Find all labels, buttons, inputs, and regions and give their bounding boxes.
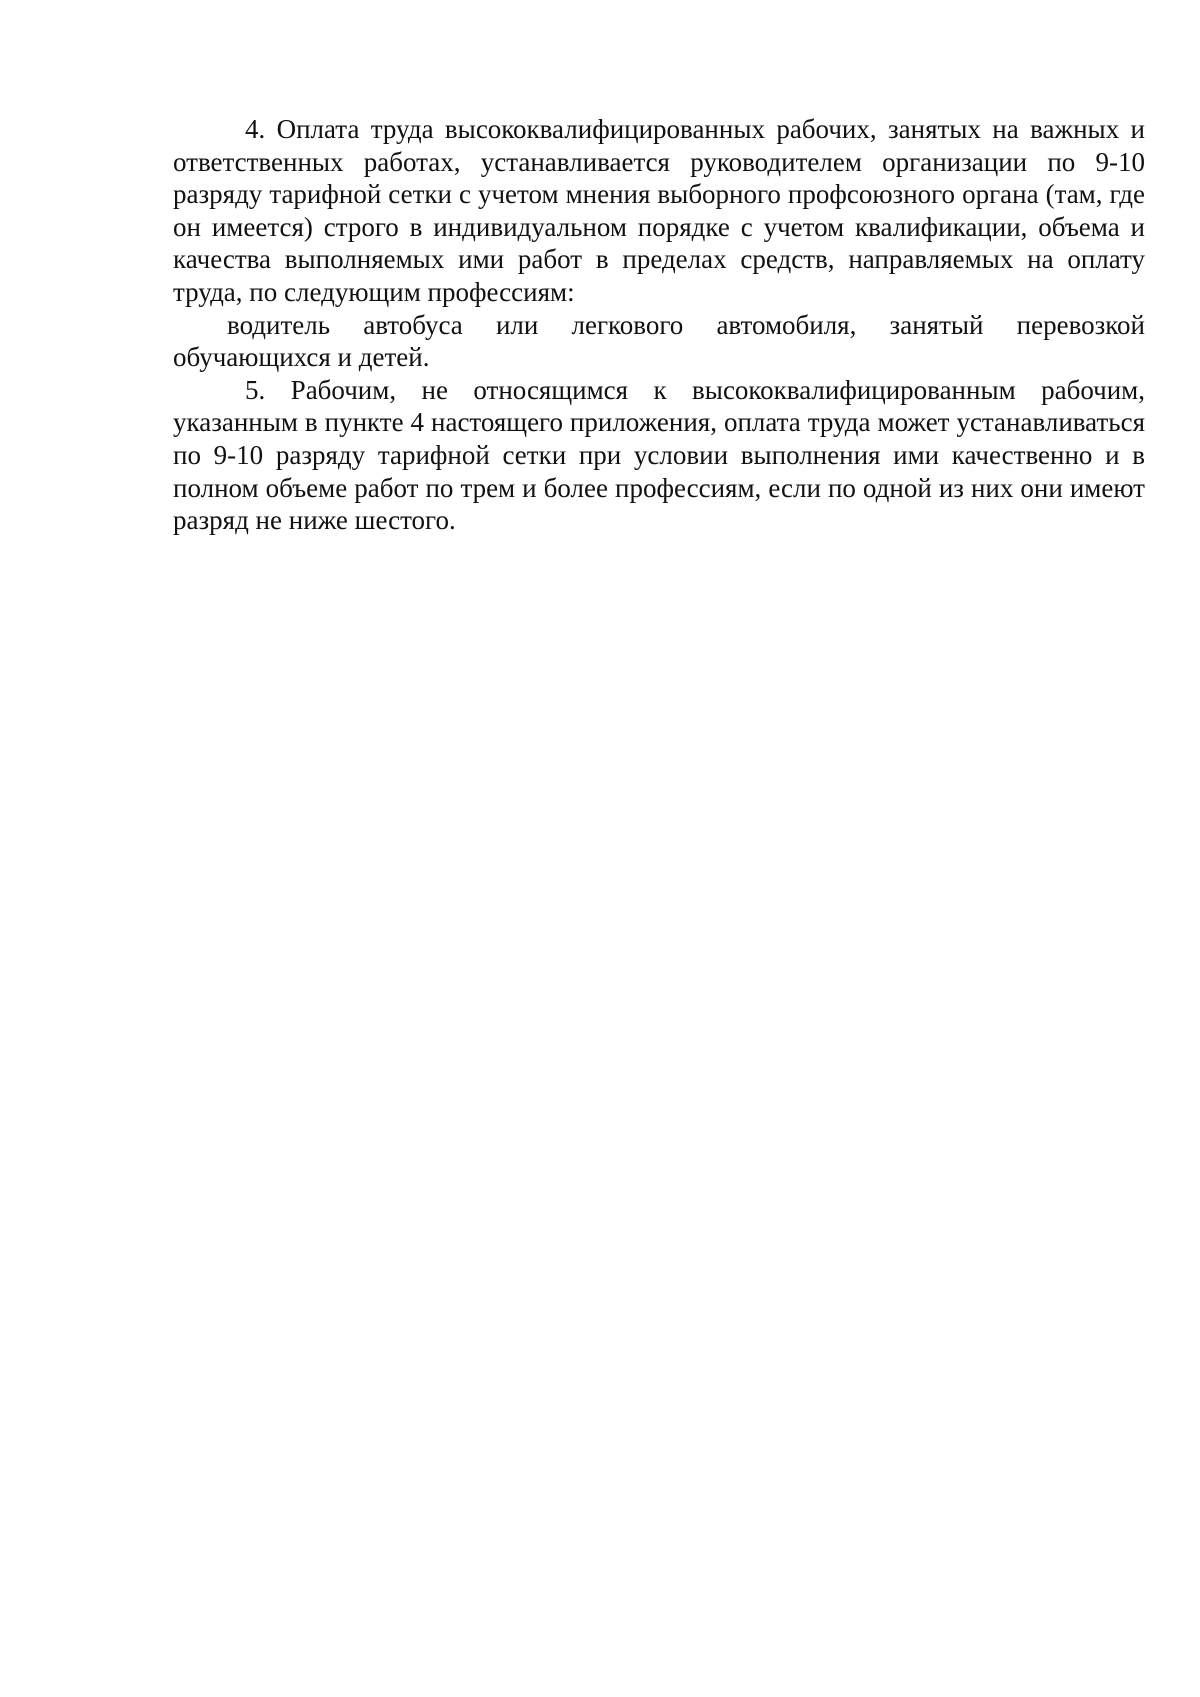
document-body [173,113,1145,537]
paragraph-professions-list: водитель автобуса или легкового автомобиля, занятый перевозкой обучающихся и детей. [173,309,1145,373]
paragraph-item-5: 5. Рабочим, не относящимся к высококвалифицированным рабочим, указанным в пункте 4 настоящего приложения, оплата труда может устанавливаться по 9-10 разряду тарифной сетки при условии выполнения ими качественно и в полном объеме работ по трем и более профессиям, если по одной из них они имеют разряд не ниже шестого. [173,374,1145,536]
paragraph-item-4: 4. Оплата труда высококвалифицированных рабочих, занятых на важных и ответственных работах, устанавливается руководителем организации по 9-10 разряду тарифной сетки с учетом мнения выборного профсоюзного органа (там, где он имеется) строго в индивидуальном порядке с учетом квалификации, объема и качества выполняемых ими работ в пределах средств, направляемых на оплату труда, по следующим профессиям: [173,114,1145,307]
